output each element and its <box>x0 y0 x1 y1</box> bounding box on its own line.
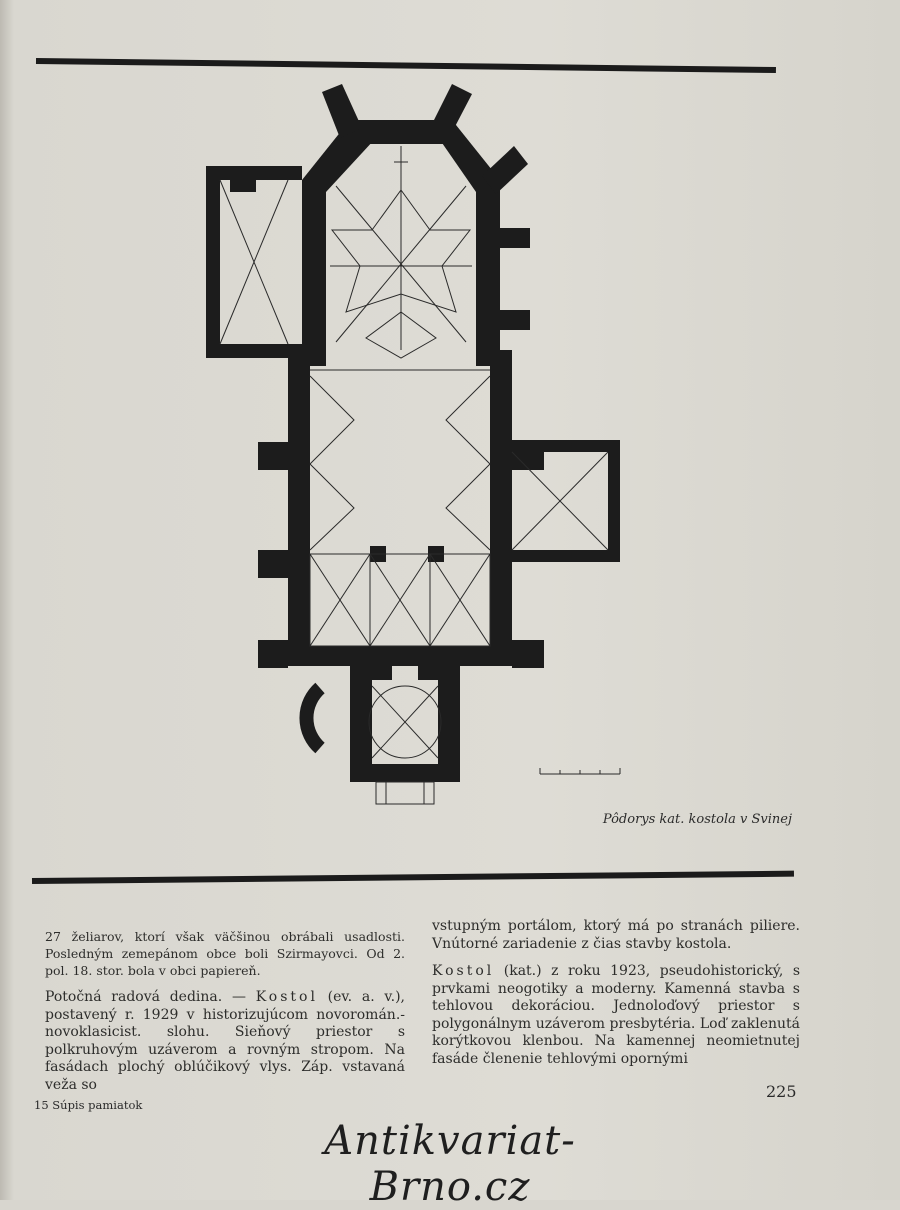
left-para2-kostol: Kostol <box>255 989 318 1005</box>
left-paragraph-2 <box>45 989 405 1094</box>
right-para2-kostol: Kostol <box>432 963 495 979</box>
left-column <box>45 928 405 1104</box>
left-para2-rest: (ev. a. v.), postavený r. 1929 v historizujúcom novoromán.-novoklasicist. slohu. Sieňový priestor s polkruhovým uzáverom a rovným stropom. Na fasádach plochý oblúčikový vlys. Záp. vstavaná veža so <box>45 989 405 1093</box>
right-paragraph-2 <box>432 963 800 1068</box>
watermark-text: Antikvariat-Brno.cz <box>324 1118 576 1210</box>
figure-caption: Pôdorys kat. kostola v Svinej <box>602 812 792 827</box>
bottom-rule <box>32 871 794 884</box>
page-number: 225 <box>766 1082 797 1101</box>
left-para2-prefix: Potočná radová dedina. — <box>45 989 256 1005</box>
top-rule <box>36 58 776 73</box>
right-column <box>432 918 800 1078</box>
left-paragraph-1: 27 želiarov, ktorí však väčšinou obrábali usadlosti. Posledným zemepánom obce boli Szirmayovci. Od 2. pol. 18. stor. bola v obci papiereň. <box>45 929 405 978</box>
church-floor-plan-icon <box>190 80 670 820</box>
footer-note: 15 Súpis pamiatok <box>34 1098 143 1112</box>
right-para2-rest: (kat.) z roku 1923, pseudohistorický, s prvkami neogotiky a moderny. Kamenná stavba s tehlovou dekoráciou. Jednoloďový priestor s polygonálnym uzáverom presbytéria. Loď zaklenutá korýtkovou klenbou. Na kamennej neomietnutej fasáde členenie tehlovými opornými <box>432 963 800 1067</box>
right-paragraph-1: vstupným portálom, ktorý má po stranách piliere. Vnútorné zariadenie z čias stavby kostola. <box>432 918 800 952</box>
